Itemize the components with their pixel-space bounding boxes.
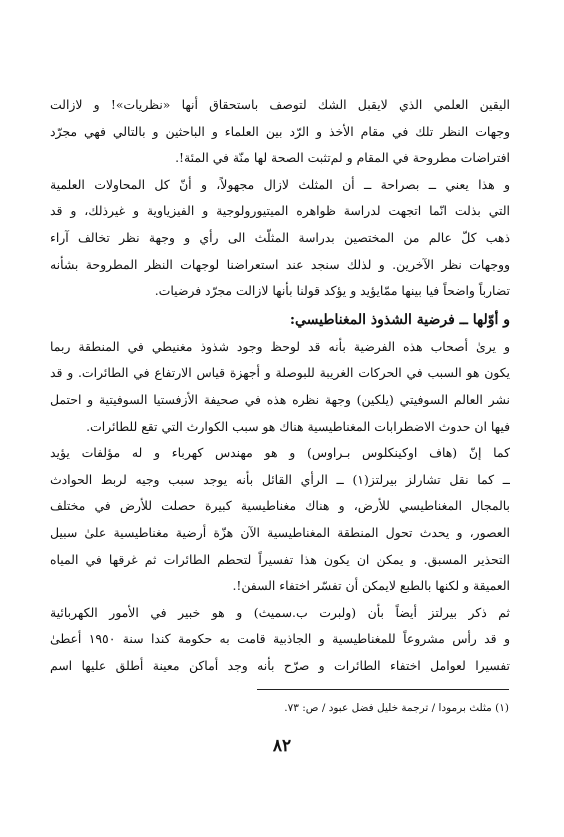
section-heading: و أوّلها ــ فرضية الشذوذ المغناطيسي:: [289, 311, 510, 328]
body-text: [50, 92, 510, 679]
text-line: اليقين العلمي الذي لايقبل الشك لتوصف باستحقاق أنها «نظريات»! و لازالت: [50, 97, 510, 112]
text-line: التحذير المسبق. و يمكن ان يكون هذا تفسيراً لتحطم الطائرات ثم غرقها في المياه: [50, 551, 510, 567]
text-line: افتراضات مطروحة في المقام و لم‌تثبت الصحة لها منّة في المئة!.: [175, 150, 510, 166]
text-line: وجهات النظر تلك في مقام الأخذ و الرّد بين العلماء و الباحثين و بالتالي فهي مجرّد: [50, 123, 510, 139]
text-line: العميقة و لكنها بالطبع لايمكن أن تفسّر اختفاء السفن!.: [232, 578, 510, 594]
paragraph-5: [50, 600, 510, 680]
text-line: تفسيرا لعوامل اختفاء الطائرات و صرّح بأنه وجد أماكن معينة أطلق عليها اسم: [50, 657, 510, 673]
text-line: فيها ان حدوث الاضطرابات المغناطيسية هناك هو سبب الكوارث التي تقع للطائرات.: [86, 418, 510, 434]
paragraph-1: [50, 92, 510, 172]
text-line: و قد رأس مشروعاً للمغناطيسية و الجاذبية قامت به حكومة كندا سنة ١٩٥٠ أعطىٰ: [50, 631, 510, 647]
text-line: يكون هو السبب في الحركات الغريبة للبوصلة و أجهزة قياس الارتفاع في الطائرات. و قد: [50, 365, 510, 381]
paragraph-3: [50, 334, 510, 440]
text-line: العصور، و يحدث تحول المنطقة المغناطيسية الآن هزّة أرضية مغناطيسية علىٰ سبيل: [50, 524, 510, 540]
footnote: (١) مثلث برمودا / ترجمة خليل فضل عبود / ص: ٧٣.: [284, 702, 509, 714]
text-line: بالمجال المغناطيسي للأرض، و هناك مغناطيسية كبيرة حصلت للأرض في مختلف: [50, 498, 510, 514]
footnote-divider: [257, 689, 509, 690]
text-line: التي بذلت انّما اتجهت لدراسة ظواهره الميتيورولوجية و الفيزياوية و غيرذلك، و قد: [50, 203, 510, 219]
text-line: ذهب كلّ عالم من المختصين بدراسة المثلّث الى رأي و وجهة نظر تخالف آراء: [50, 229, 510, 245]
text-line: و هذا يعني ــ بصراحة ــ أن المثلث لازال مجهولاً، و أنّ كل المحاولات العلمية: [50, 176, 510, 192]
text-line: ووجهات نظر الآخرين. و لذلك سنجد عند استعراضنا لوجهات النظر المطروحة بشأنه: [50, 256, 510, 272]
text-line: نشر العالم السوفيتي (يلكين) وجهة نظره هذه في صحيفة الأزفستيا السوفيتية و احتمل: [50, 391, 510, 407]
text-line: و يرىٰ أصحاب هذه الفرضية بأنه قد لوحظ وجود شذوذ مغنيطي في المنطقة ربما: [50, 338, 510, 354]
paragraph-4: [50, 440, 510, 600]
text-line: تضارباً واضحاً فيا بينها ممّايؤيد و يؤكد قولنا بأنها لازالت مجرّد فرضيات.: [154, 283, 510, 299]
paragraph-2: [50, 172, 510, 305]
text-line: ثم ذكر بيرلتز أيضاً بأن (ولبرت ب.سميث) و هو خبير في الأمور الكهربائية: [50, 604, 510, 620]
text-line: كما إنّ (هاف اوكينكلوس بـراوس) و هو مهندس كهرباء و له مؤلفات يؤيد: [50, 445, 510, 461]
text-line: ــ كما نقل تشارلز بيرلتز(١) ــ الرأي القائل بأنه يوجد سبب وجيه لربط الحوادث: [50, 471, 510, 487]
page-number: ٨٢: [272, 736, 292, 756]
